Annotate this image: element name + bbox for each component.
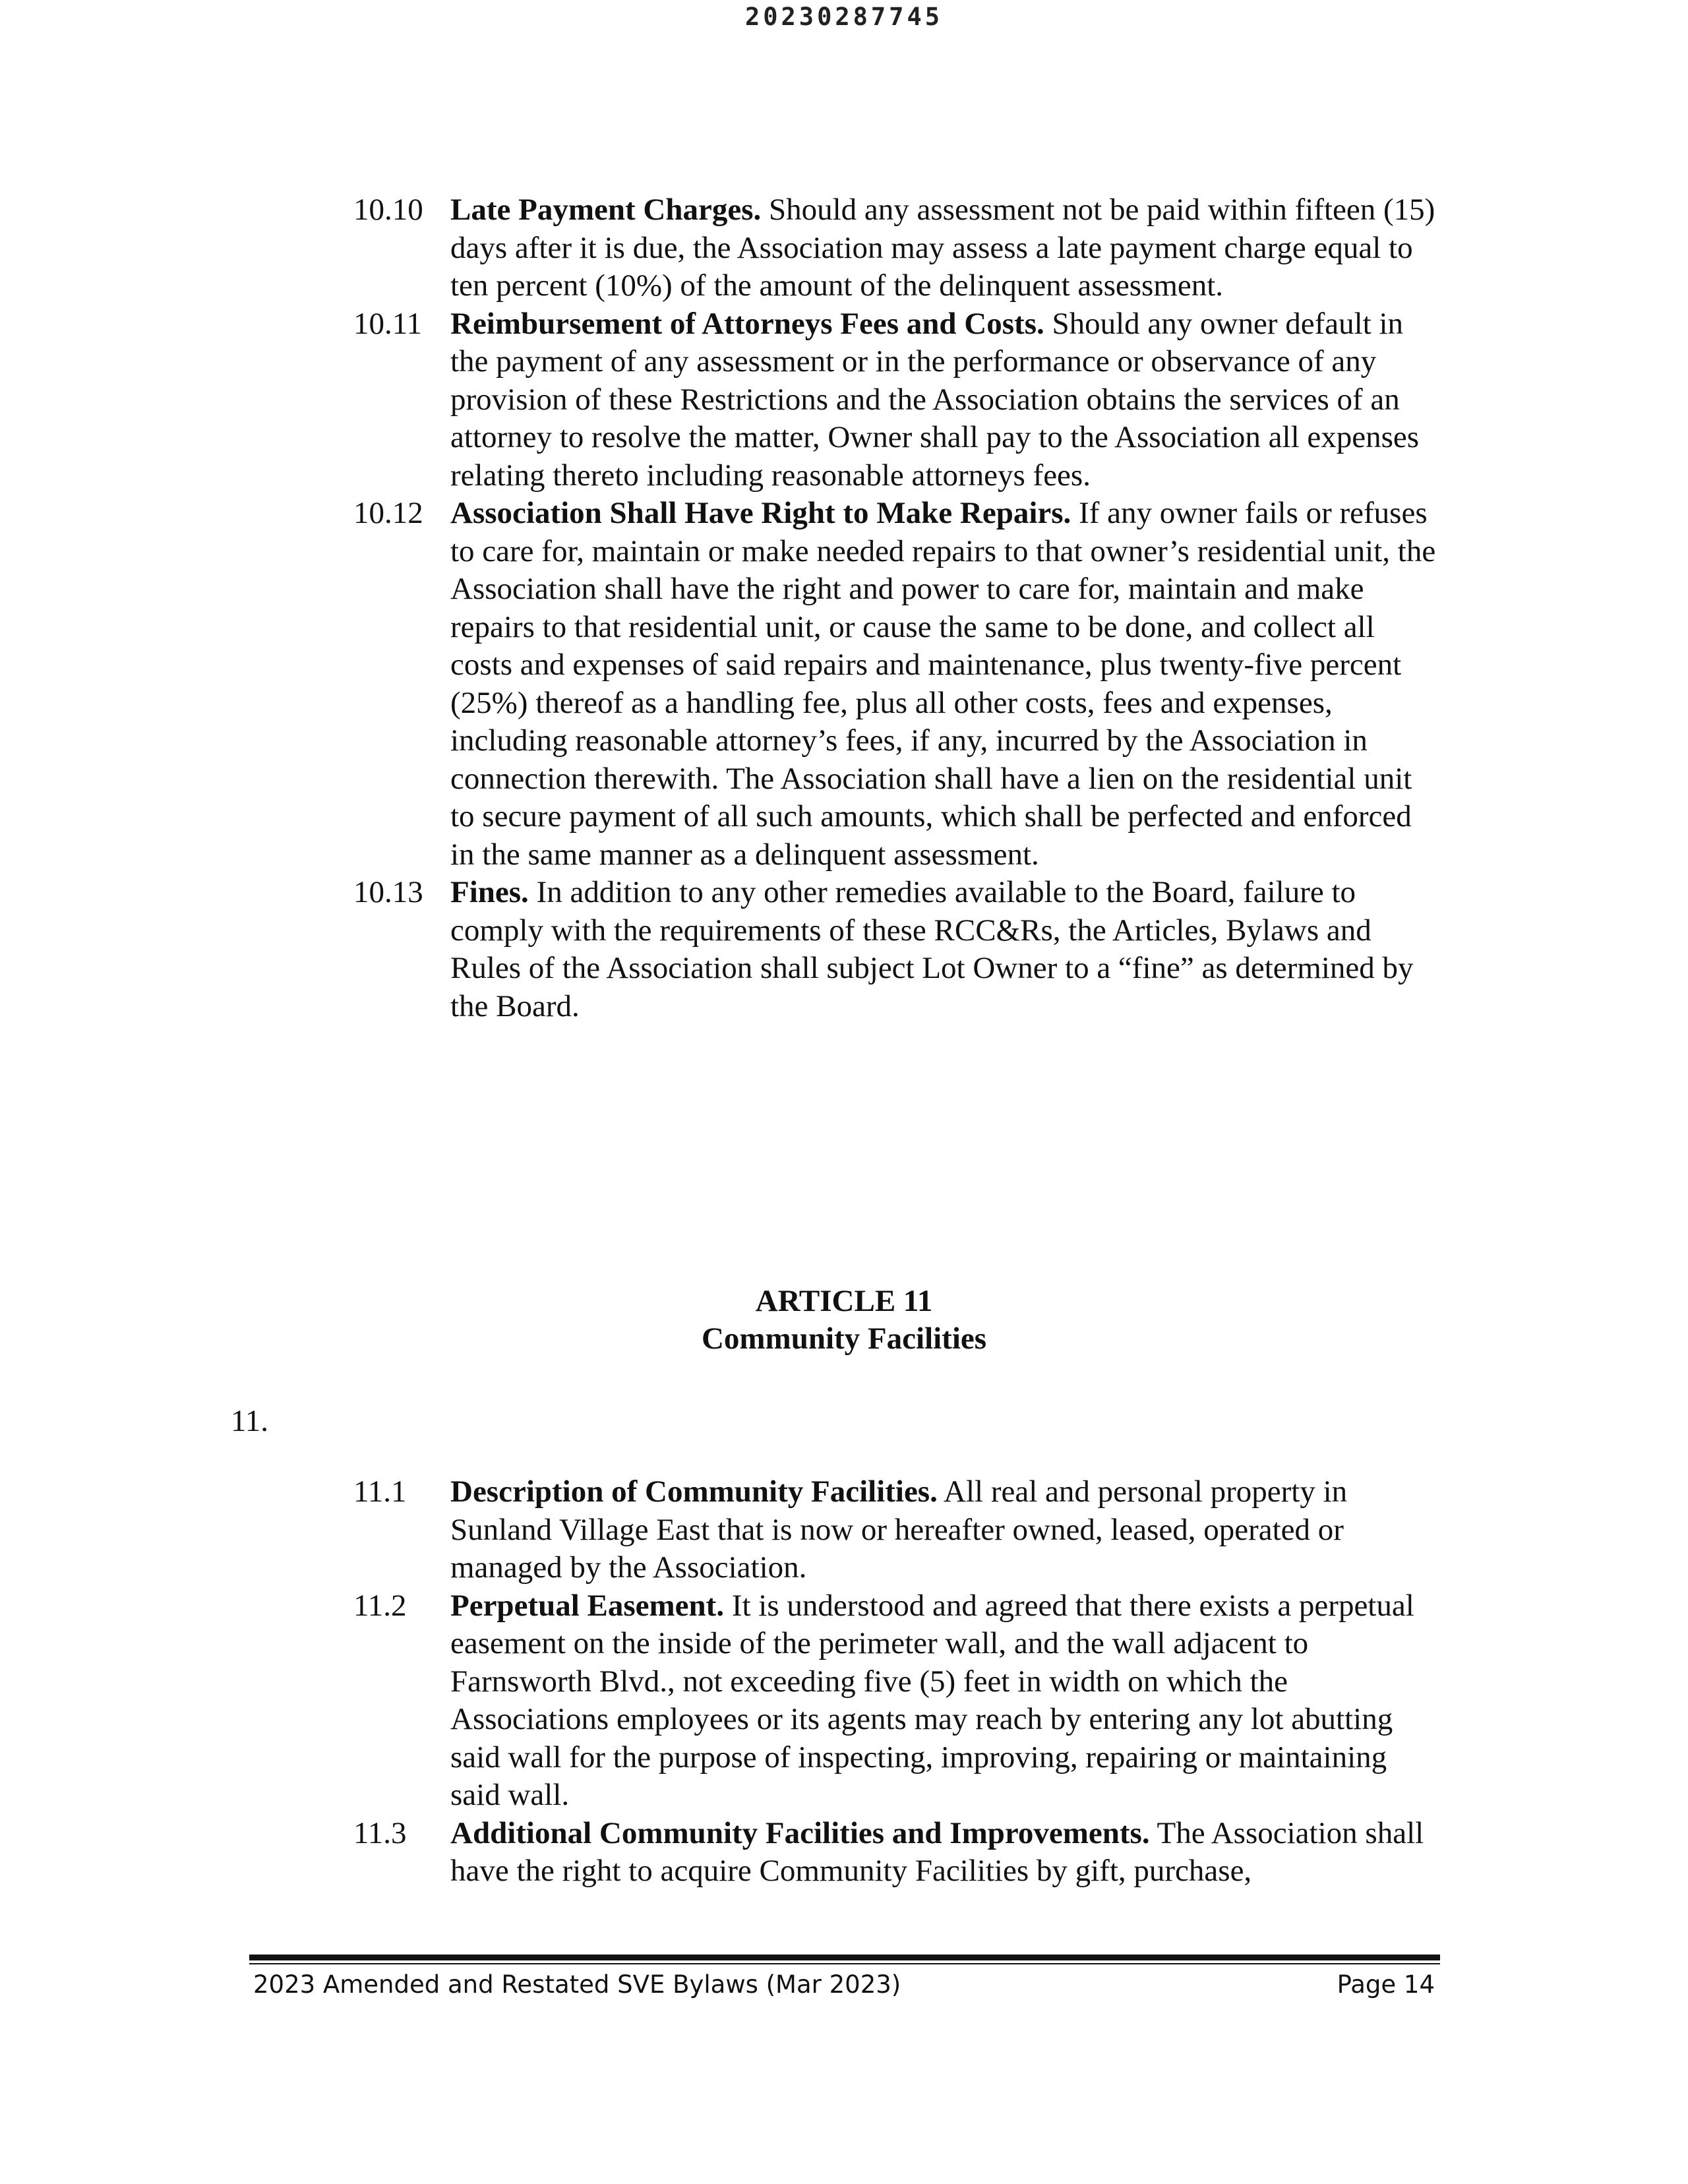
section-11-1 xyxy=(353,1473,1441,1587)
article-heading xyxy=(0,1283,1688,1358)
section-number: 10.10 xyxy=(353,193,423,227)
footer-page-number: Page 14 xyxy=(1337,1970,1435,1999)
section-number: 10.11 xyxy=(353,306,423,341)
section-text: The Association shall have the right to acquire Community Facilities by gift, purchase, xyxy=(450,1815,1424,1888)
section-list-article-11 xyxy=(353,1473,1441,1891)
section-number: 11.3 xyxy=(353,1815,407,1850)
section-number: 10.13 xyxy=(353,875,423,909)
section-11-2 xyxy=(353,1587,1441,1815)
article-margin-number: 11. xyxy=(231,1404,269,1438)
section-number: 11.2 xyxy=(353,1588,407,1623)
section-heading: Additional Community Facilities and Improvements. xyxy=(450,1815,1150,1850)
section-10-11 xyxy=(353,305,1441,495)
section-list-article-10 xyxy=(353,191,1441,1025)
article-subtitle: Community Facilities xyxy=(701,1321,987,1356)
section-heading: Reimbursement of Attorneys Fees and Costs. xyxy=(450,306,1044,341)
section-number: 11.1 xyxy=(353,1474,407,1509)
section-10-10 xyxy=(353,191,1441,305)
section-text: Should any assessment not be paid within fifteen (15) days after it is due, the Association may assess a late payment charge equal to ten percent (10%) of the amount of the delinquent assessment. xyxy=(450,193,1435,303)
section-text: If any owner fails or refuses to care for, maintain or make needed repairs to that owner’s residential unit, the Association shall have the right and power to care for, maintain and make repairs to that residential unit, or cause the same to be done, and collect all costs and expenses of said repairs and maintenance, plus twenty-five percent (25%) thereof as a handling fee, plus all other costs, fees and expenses, including reasonable attorney’s fees, if any, incurred by the Association in connection therewith. The Association shall have a lien on the residential unit to secure payment of all such amounts, which shall be perfected and enforced in the same manner as a delinquent assessment. xyxy=(450,496,1436,872)
section-text: In addition to any other remedies available to the Board, failure to comply with the requirements of these RCC&Rs, the Articles, Bylaws and Rules of the Association shall subject Lot Owner to a “fine” as determined by the Board. xyxy=(450,875,1414,1023)
section-number: 10.12 xyxy=(353,496,423,530)
section-text: Should any owner default in the payment of any assessment or in the performance or observance of any provision of these Restrictions and the Association obtains the services of an attorney to resolve the matter, Owner shall pay to the Association all expenses relating thereto including reasonable attorneys fees. xyxy=(450,306,1420,493)
section-text: It is understood and agreed that there exists a perpetual easement on the inside of the perimeter wall, and the wall adjacent to Farnsworth Blvd., not exceeding five (5) feet in width on which the Associations employees or its agents may reach by entering any lot abutting said wall for the purpose of inspecting, improving, repairing or maintaining said wall. xyxy=(450,1588,1414,1812)
section-heading: Late Payment Charges. xyxy=(450,193,762,227)
footer-document-title: 2023 Amended and Restated SVE Bylaws (Mar 2023) xyxy=(253,1970,901,1999)
footer-rule-thick xyxy=(249,1955,1440,1960)
section-heading: Perpetual Easement. xyxy=(450,1588,725,1623)
document-number: 20230287745 xyxy=(744,3,944,31)
section-heading: Association Shall Have Right to Make Repairs. xyxy=(450,496,1071,530)
section-11-3 xyxy=(353,1815,1441,1891)
article-title: ARTICLE 11 xyxy=(755,1284,933,1318)
section-heading: Description of Community Facilities. xyxy=(450,1474,938,1509)
section-10-13 xyxy=(353,874,1441,1025)
section-text: All real and personal property in Sunland Village East that is now or hereafter owned, leased, operated or managed by the Association. xyxy=(450,1474,1348,1585)
section-heading: Fines. xyxy=(450,875,529,909)
section-10-12 xyxy=(353,495,1441,874)
footer-rule-thin xyxy=(249,1963,1440,1964)
